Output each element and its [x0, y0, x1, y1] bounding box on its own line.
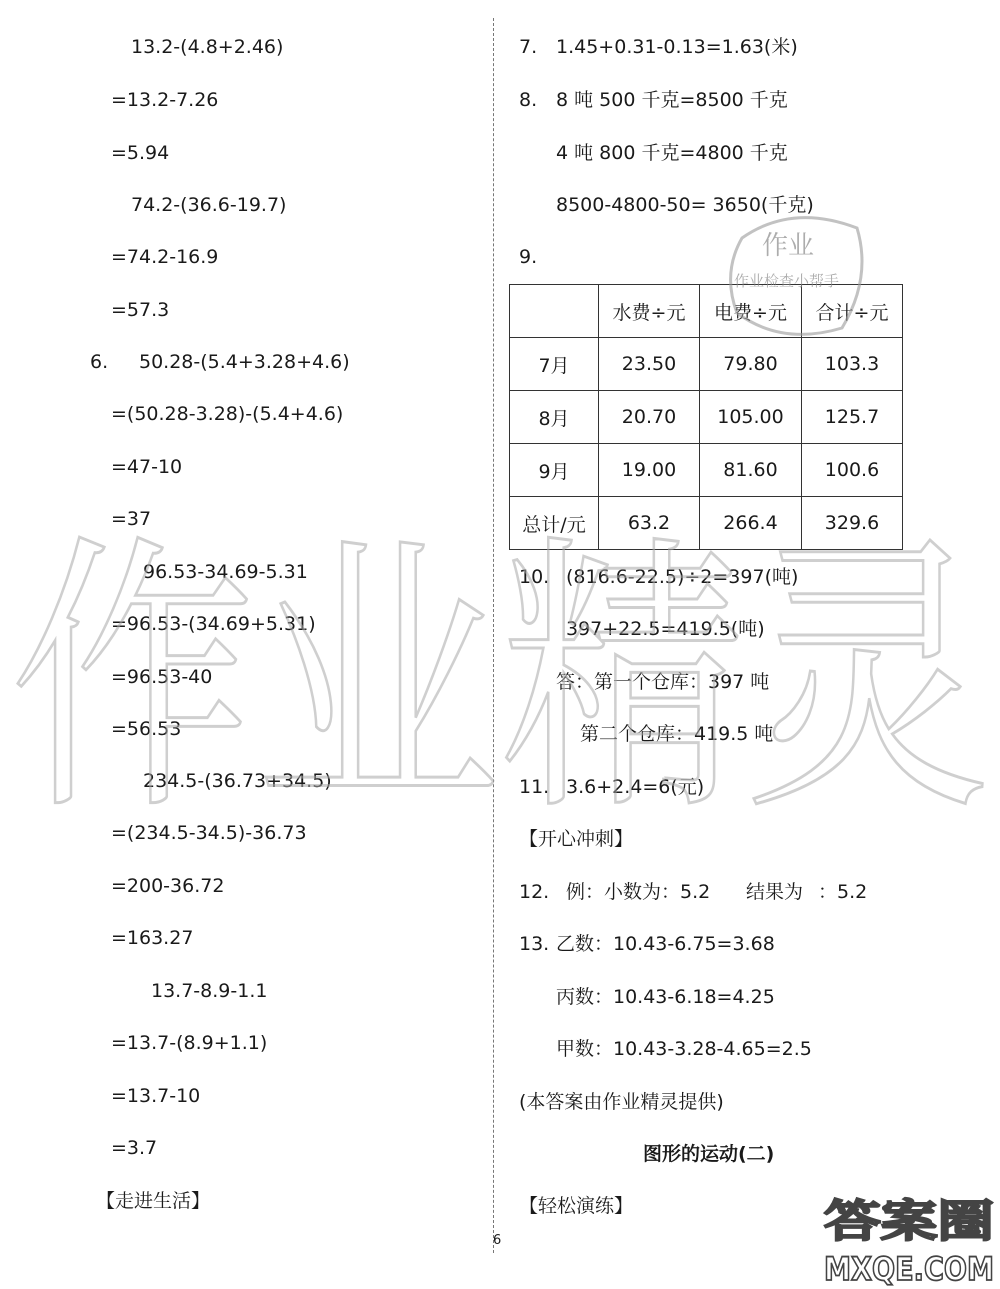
- table-cell: 总计/元: [510, 497, 599, 550]
- table-row: [510, 444, 903, 497]
- page-number: 6: [493, 1233, 502, 1248]
- expr-2: 74.2-(36.6-19.7): [131, 194, 287, 216]
- section-heading-sprint: 【开心冲刺】: [519, 828, 634, 850]
- answer-7: 1.45+0.31-0.13=1.63(米): [556, 36, 798, 58]
- watermark-large-text: 作业精灵: [10, 512, 990, 830]
- answer-8c: 8500-4800-50= 3650(千克): [556, 194, 814, 216]
- step-4a: =96.53-(34.69+5.31): [111, 613, 316, 635]
- answer-8a: 8 吨 500 千克=8500 千克: [556, 89, 788, 111]
- step-4b: =96.53-40: [111, 666, 213, 688]
- credit-note: (本答案由作业精灵提供): [519, 1091, 724, 1113]
- question-number-9: 9.: [519, 246, 538, 268]
- step-3b: =47-10: [111, 456, 183, 478]
- question-number-8: 8.: [519, 89, 538, 111]
- answer-11: 3.6+2.4=6(元): [566, 776, 705, 798]
- table-cell: 266.4: [700, 497, 802, 550]
- table-cell: 329.6: [802, 497, 903, 550]
- expr-3: 50.28-(5.4+3.28+4.6): [139, 351, 350, 373]
- step-6a: =13.7-(8.9+1.1): [111, 1032, 268, 1054]
- watermark-corner-top: 答案圈: [824, 1196, 994, 1247]
- table-cell: 125.7: [802, 391, 903, 444]
- table-cell: 9月: [510, 444, 599, 497]
- table-cell: 103.3: [802, 338, 903, 391]
- table-cell: 19.00: [599, 444, 700, 497]
- step-4c: =56.53: [111, 718, 182, 740]
- step-5c: =163.27: [111, 927, 194, 949]
- table-header-cell: [510, 285, 599, 338]
- question-number-12: 12.: [519, 881, 550, 903]
- table-cell: 81.60: [700, 444, 802, 497]
- question-number-6: 6.: [90, 351, 109, 373]
- table-cell: 7月: [510, 338, 599, 391]
- step-2b: =57.3: [111, 299, 170, 321]
- table-row: [510, 497, 903, 550]
- question-number-7: 7.: [519, 36, 538, 58]
- answer-8b: 4 吨 800 千克=4800 千克: [556, 142, 788, 164]
- expr-6: 13.7-8.9-1.1: [151, 980, 268, 1002]
- watermark-stamp-top: 作业: [762, 231, 815, 261]
- step-3a: =(50.28-3.28)-(5.4+4.6): [111, 403, 344, 425]
- table-row: [510, 391, 903, 444]
- question-number-11: 11.: [519, 776, 550, 798]
- section-heading-life: 【走进生活】: [96, 1190, 211, 1212]
- step-5b: =200-36.72: [111, 875, 225, 897]
- table-header-cell: 水费÷元: [599, 285, 700, 338]
- step-2a: =74.2-16.9: [111, 246, 219, 268]
- step-6b: =13.7-10: [111, 1085, 201, 1107]
- answer-12a: 例：小数为：5.2: [566, 881, 711, 903]
- step-1b: =5.94: [111, 142, 170, 164]
- answer-12c: ：5.2: [818, 881, 868, 903]
- step-6c: =3.7: [111, 1137, 158, 1159]
- expr-5: 234.5-(36.73+34.5): [143, 770, 332, 792]
- answer-12b: 结果为: [746, 881, 804, 903]
- column-divider: [493, 18, 494, 1253]
- answer-13b: 丙数：10.43-6.18=4.25: [556, 986, 775, 1008]
- question-number-10: 10.: [519, 566, 550, 588]
- table-cell: 100.6: [802, 444, 903, 497]
- watermark-stamp-bottom: 作业检查小帮手: [734, 272, 840, 290]
- table-cell: 20.70: [599, 391, 700, 444]
- section-title: 图形的运动(二): [643, 1143, 775, 1165]
- answer-13c: 甲数：10.43-3.28-4.65=2.5: [556, 1038, 812, 1060]
- step-3c: =37: [111, 508, 152, 530]
- watermark-corner-logo: [820, 1190, 1000, 1289]
- answer-10b: 397+22.5=419.5(吨): [566, 618, 765, 640]
- step-1a: =13.2-7.26: [111, 89, 219, 111]
- question-number-13: 13.: [519, 933, 550, 955]
- table-header-row: [510, 285, 903, 338]
- table-cell: 8月: [510, 391, 599, 444]
- table-header-cell: 电费÷元: [700, 285, 802, 338]
- answer-10d: 第二个仓库：419.5 吨: [580, 723, 774, 745]
- watermark-corner-bottom: MXQE.COM: [824, 1250, 994, 1288]
- expr-1: 13.2-(4.8+2.46): [131, 36, 284, 58]
- step-5a: =(234.5-34.5)-36.73: [111, 822, 307, 844]
- answer-10a: (816.6-22.5)÷2=397(吨): [566, 566, 799, 588]
- table-header-cell: 合计÷元: [802, 285, 903, 338]
- answer-13a: 乙数：10.43-6.75=3.68: [556, 933, 775, 955]
- table-row: [510, 338, 903, 391]
- water-electricity-table: [509, 284, 903, 550]
- table-cell: 79.80: [700, 338, 802, 391]
- section-heading-practice: 【轻松演练】: [519, 1195, 634, 1217]
- answer-10c: 答：第一个仓库：397 吨: [556, 671, 770, 693]
- table-cell: 23.50: [599, 338, 700, 391]
- table-cell: 105.00: [700, 391, 802, 444]
- table-cell: 63.2: [599, 497, 700, 550]
- expr-4: 96.53-34.69-5.31: [143, 561, 308, 583]
